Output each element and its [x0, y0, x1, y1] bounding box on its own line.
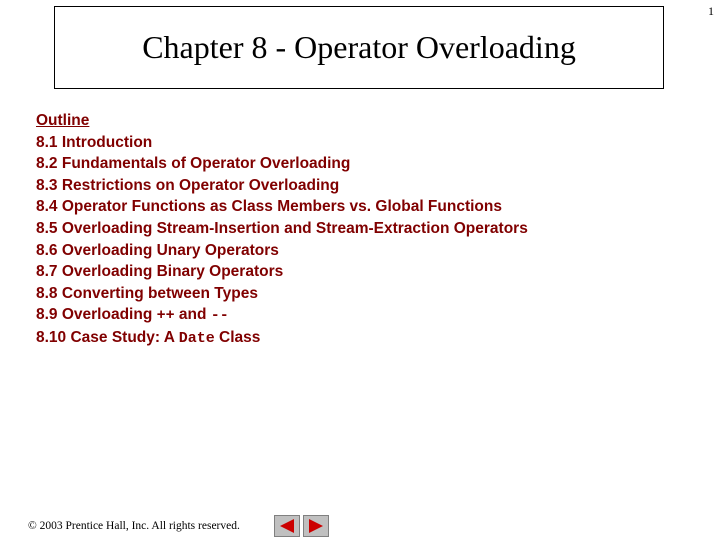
page-number: 1 — [708, 4, 714, 18]
outline-item-8-4: 8.4 Operator Functions as Class Members vs. Global Functions — [36, 198, 502, 216]
outline-item-8-9 — [36, 304, 528, 327]
next-slide-button[interactable] — [303, 515, 329, 537]
left-arrow-icon — [278, 519, 296, 533]
outline-item-8-1: 8.1 Introduction — [36, 133, 153, 151]
outline-item-8-5: 8.5 Overloading Stream-Insertion and Stream-Extraction Operators — [36, 219, 528, 237]
outline-item-8-10 — [36, 327, 528, 350]
outline-item-8-8: 8.8 Converting between Types — [36, 284, 258, 302]
slide-navigation — [274, 515, 329, 537]
outline-list — [36, 110, 528, 350]
title-box — [54, 6, 664, 89]
outline-item-8-10-prefix: 8.10 Case Study: A — [36, 328, 179, 346]
outline-item-8-9-middle: and — [174, 306, 211, 324]
copyright-footer: © 2003 Prentice Hall, Inc. All rights reserved. — [28, 520, 240, 532]
right-arrow-icon — [307, 519, 325, 533]
decrement-operator: -- — [210, 307, 229, 325]
outline-item-8-3: 8.3 Restrictions on Operator Overloading — [36, 176, 340, 194]
outline-item-8-10-suffix: Class — [214, 328, 261, 346]
outline-item-8-7: 8.7 Overloading Binary Operators — [36, 263, 284, 281]
date-class-code: Date — [178, 329, 215, 347]
increment-operator: ++ — [156, 307, 175, 325]
previous-slide-button[interactable] — [274, 515, 300, 537]
slide-title: Chapter 8 - Operator Overloading — [142, 29, 576, 65]
outline-item-8-2: 8.2 Fundamentals of Operator Overloading — [36, 155, 351, 173]
outline-heading: Outline — [36, 112, 90, 129]
outline-item-8-9-prefix: 8.9 Overloading — [36, 306, 157, 324]
outline-item-8-6: 8.6 Overloading Unary Operators — [36, 241, 279, 259]
